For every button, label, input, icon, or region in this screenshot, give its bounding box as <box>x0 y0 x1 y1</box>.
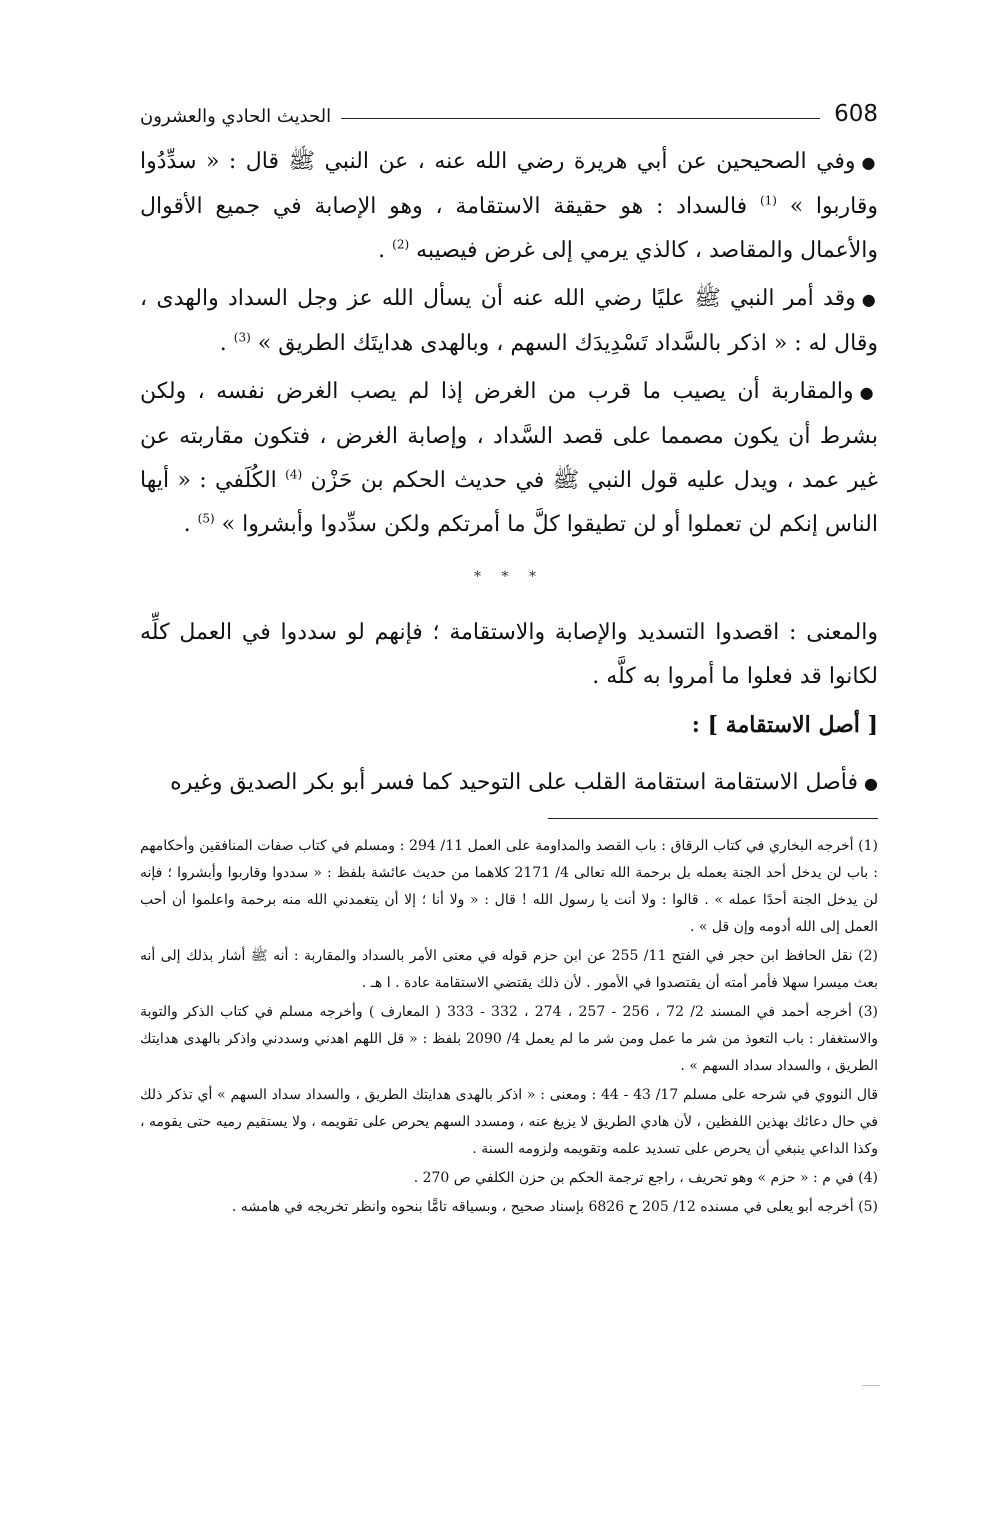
footnote-4: (4) في م : « حزم » وهو تحريف ، راجع ترجمة الحكم بن حزن الكلفي ص 270 . <box>413 1170 878 1186</box>
footnotes <box>140 833 878 1221</box>
footnote-ref[interactable]: (3) <box>233 330 251 345</box>
paragraph-3: ●والمقاربة أن يصيب ما قرب من الغرض إذا لم يصب الغرض نفسه ، ولكن بشرط أن يكون مصمما على قصد السَّداد ، وإصابة الغرض ، فتكون مقاربته عن غير عمد ، ويدل عليه قول النبي ﷺ في حديث الحكم بن حَزْن $^{(4)}$ الكُلَفي : « أيها الناس إنكم لن تعملوا أو لن تطيقوا كلَّ ما أمرتكم ولكن سدِّدوا وأبشروا » $^{(5)}$ . <box>140 379 879 537</box>
bullet-icon: ● <box>859 383 878 402</box>
footnote-1: (1) أخرجه البخاري في كتاب الرقاق : باب القصد والمداومة على العمل 11/ 294 : ومسلم في كتاب صفات المنافقين وأحكامهم : باب لن يدخل أحد الجنة بعمله بل برحمة الله تعالى 4/ 2171 كلاهما من حديث عائشة بلفظ : « سددوا وقاربوا وأبشروا ؛ فإنه لن يدخل الجنة أحدًا عمله » . قالوا : ولا أنت يا رسول الله ! قال : « ولا أنا ؛ إلا أن يتغمدني الله منه برحمة واعلموا أن أحب العمل إلى الله أدومه وإن قل » . <box>140 838 879 935</box>
footnote-ref[interactable]: (2) <box>392 237 410 252</box>
page-header <box>140 92 878 126</box>
page-number: 608 <box>834 101 878 127</box>
bullet-icon: ● <box>864 774 878 793</box>
footnote-ref[interactable]: (1) <box>759 193 777 208</box>
bullet-icon: ● <box>861 153 878 172</box>
section-heading-title: أصل الاستقامة <box>725 712 860 738</box>
paragraph-5: ●فأصل الاستقامة استقامة القلب على التوحيد كما فسر أبو بكر الصديق وغيره <box>170 770 878 795</box>
paragraph-1: ●وفي الصحيحين عن أبي هريرة رضي الله عنه ، عن النبي ﷺ قال : « سدِّدُوا وقاربوا » $^{(1)}$ فالسداد : هو حقيقة الاستقامة ، وهو الإصابة في جميع الأقوال والأعمال والمقاصد ، كالذي يرمي إلى غرض فيصيبه $^{(2)}$ . <box>140 149 878 263</box>
footnote-ref[interactable]: (4) <box>285 467 303 482</box>
footnote-2: (2) نقل الحافظ ابن حجر في الفتح 11/ 255 عن ابن حزم قوله في معنى الأمر بالسداد والمقاربة : أنه ﷺ أشار بذلك إلى أنه بعث ميسرا سهلا فأمر أمته أن يقتصدوا في الأمور . لأن ذلك يقتضي الاستقامة عادة . ا هـ . <box>140 948 878 991</box>
paragraph-2: ●وقد أمر النبي ﷺ عليًا رضي الله عنه أن يسأل الله عز وجل السداد والهدى ، وقال له : « اذكر بالسَّداد تَسْدِيدَك السهم ، وبالهدى هدايتَك الطريق » $^{(3)}$ . <box>140 286 878 356</box>
section-heading: [ أصل الاستقامة ] : <box>691 712 878 738</box>
footnote-rule <box>548 818 878 819</box>
running-title: الحديث الحادي والعشرون <box>140 106 332 127</box>
section-separator: * * * <box>474 569 544 585</box>
bullet-icon: ● <box>861 290 878 309</box>
paragraph-4: والمعنى : اقصدوا التسديد والإصابة والاستقامة ؛ فإنهم لو سددوا في العمل كلِّه لكانوا قد فعلوا ما أمروا به كلَّه . <box>140 620 878 689</box>
footnote-5: (5) أخرجه أبو يعلى في مسنده 12/ 205 ح 6826 بإسناد صحيح ، وبسياقه تامًّا بنحوه وانظر تخريجه في هامشه . <box>231 1199 878 1215</box>
scan-mark <box>862 1385 880 1386</box>
main-text <box>140 140 878 806</box>
header-rule <box>341 118 820 119</box>
footnote-3-continued: قال النووي في شرحه على مسلم 17/ 43 - 44 : ومعنى : « اذكر بالهدى هدايتك الطريق ، والسداد سداد السهم » أي تذكر ذلك في حال دعائك بهذين اللفظين ، لأن هادي الطريق لا يزيغ عنه ، ومسدد السهم يحرص على تقويمه ، ولا يستقيم رميه حتى يقومه ، وكذا الداعي ينبغي أن يحرص على تسديد علمه وتقويمه ولزومه السنة . <box>140 1087 878 1157</box>
footnote-ref[interactable]: (5) <box>197 511 215 526</box>
footnote-3: (3) أخرجه أحمد في المسند 2/ 72 ، 256 - 257 ، 274 ، 332 - 333 ( المعارف ) وأخرجه مسلم في كتاب الذكر والتوبة والاستغفار : باب التعوذ من شر ما عمل ومن شر ما لم يعمل 4/ 2090 بلفظ : « قل اللهم اهدني وسددني واذكر بالهدى هدايتك الطريق ، والسداد سداد السهم » . <box>140 1004 879 1074</box>
